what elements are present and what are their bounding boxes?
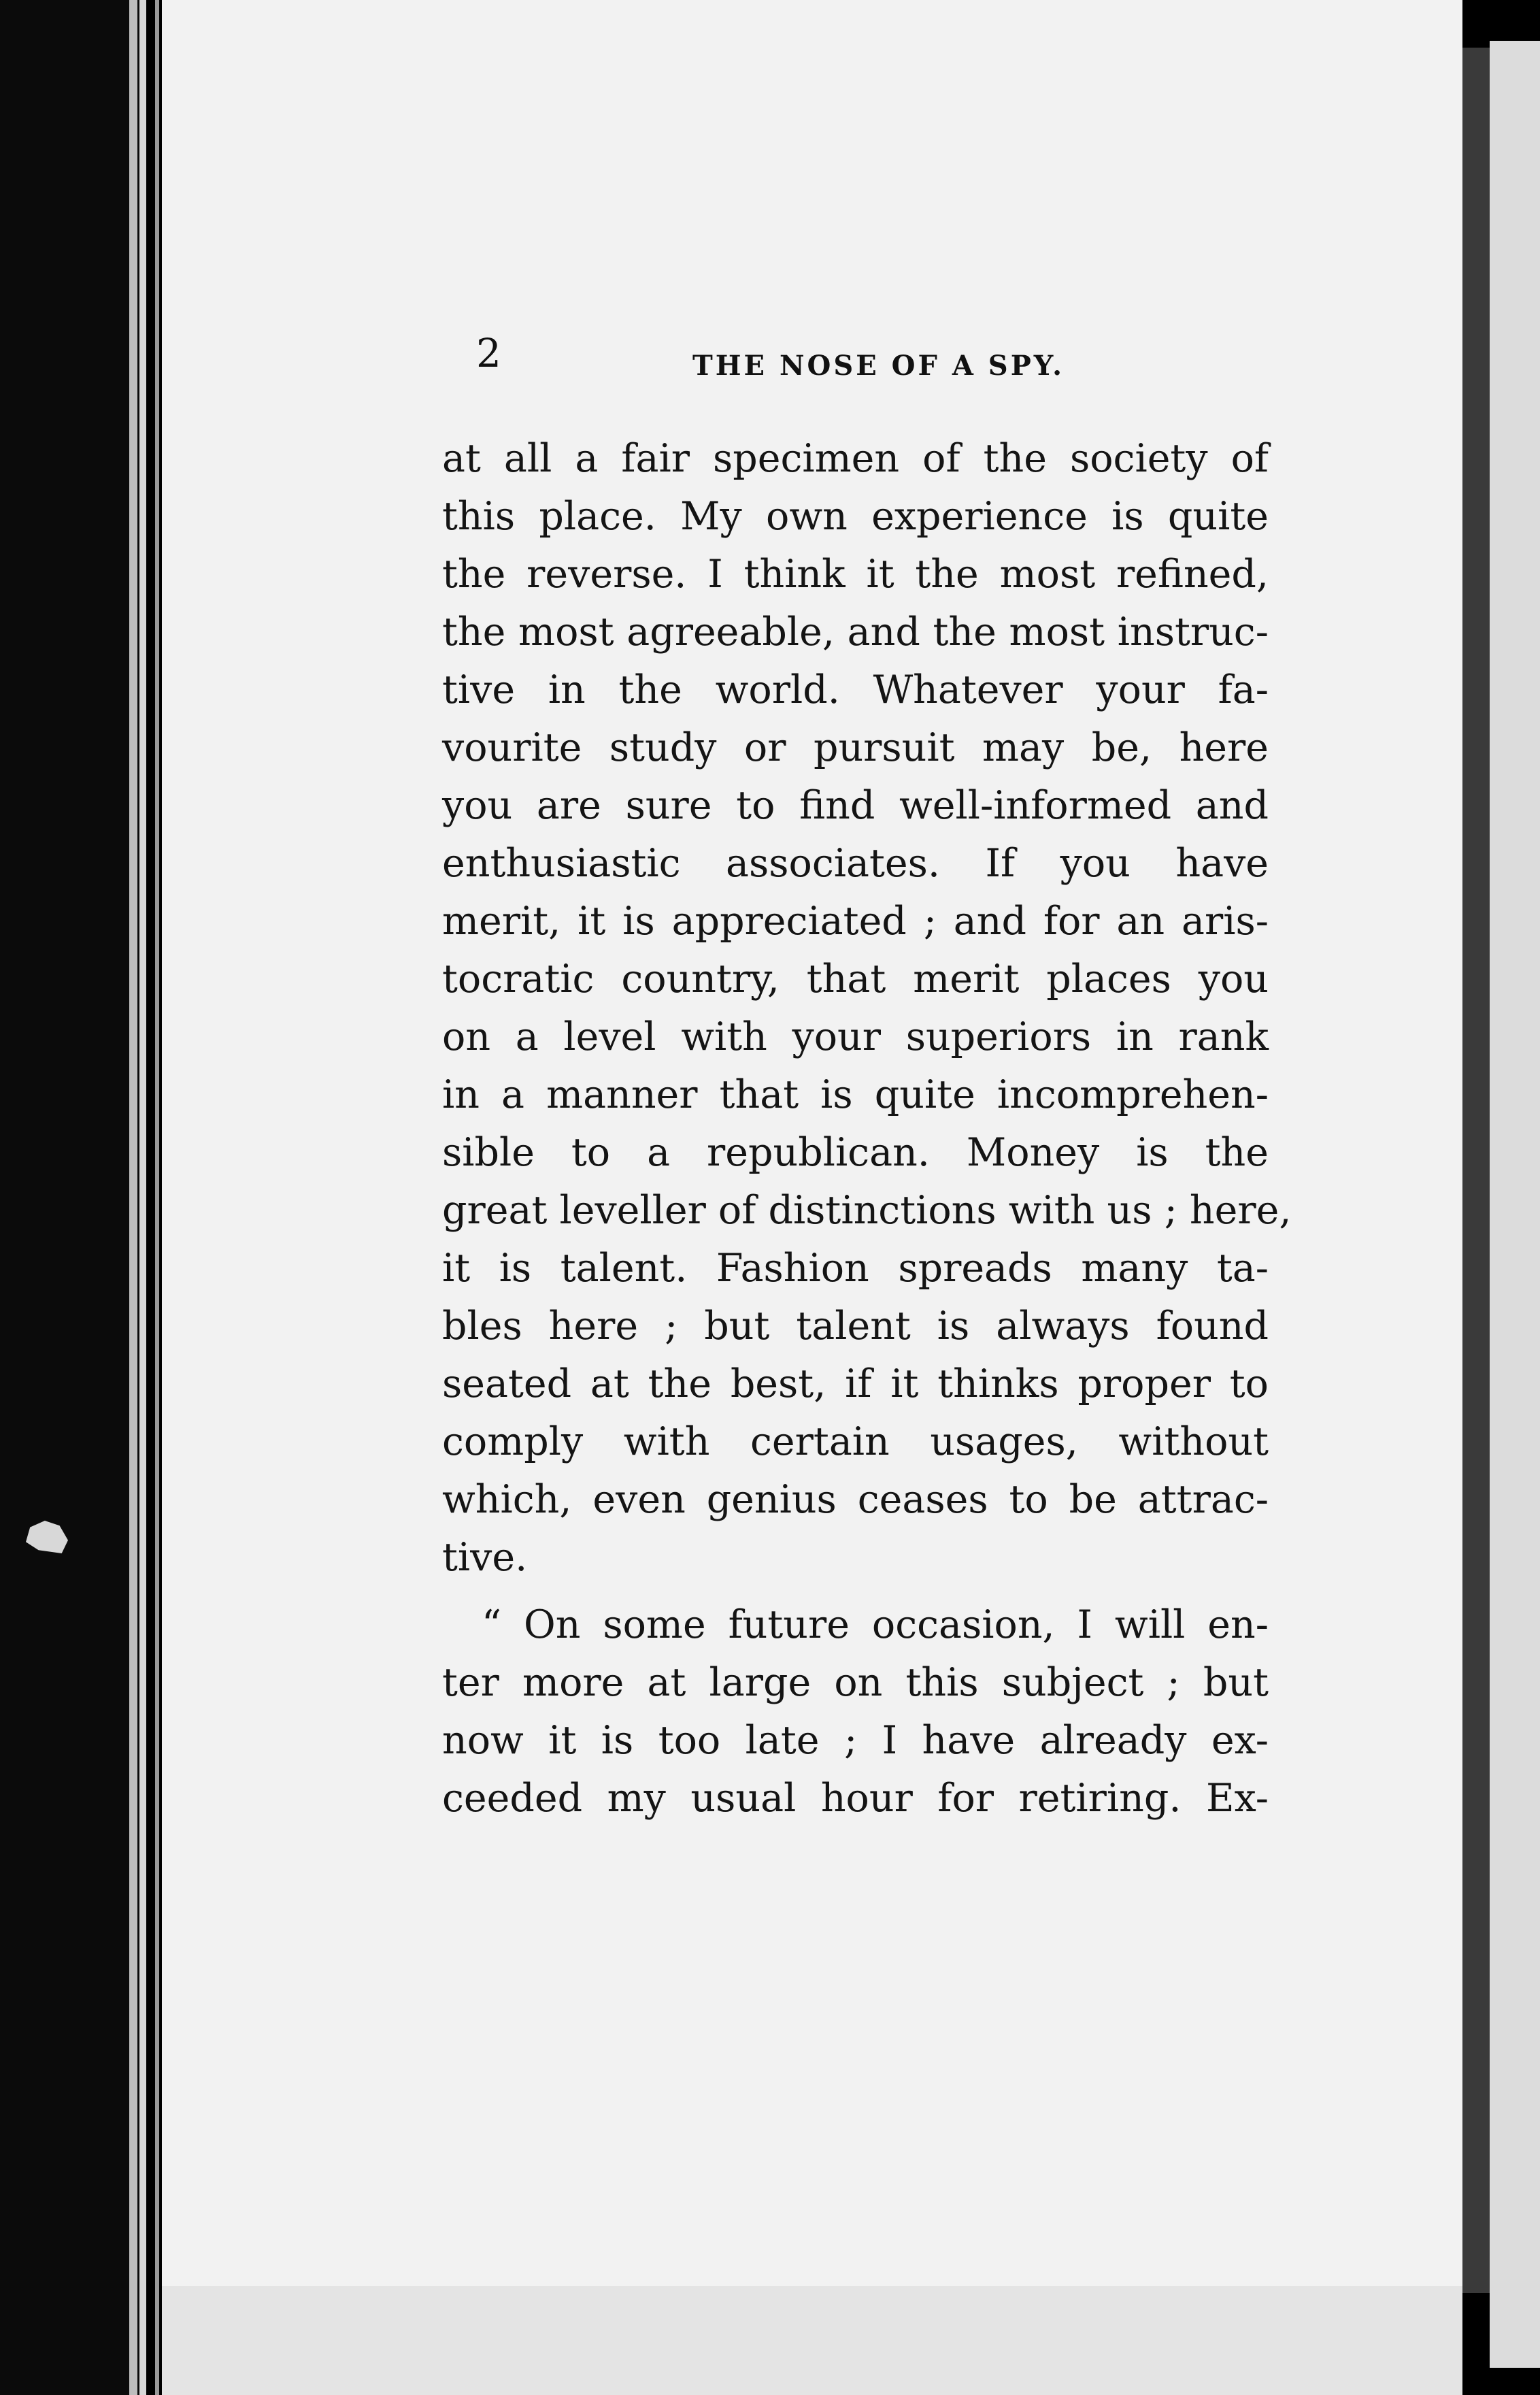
text-line: now it is too late ; I have already ex- — [442, 1718, 1269, 1763]
text-line: this place. My own experience is quite — [442, 494, 1269, 539]
text-line: seated at the best, if it thinks proper to — [442, 1361, 1269, 1406]
running-head: THE NOSE OF A SPY. — [692, 350, 1065, 382]
page-edge — [139, 0, 146, 2395]
text-line: great leveller of distinctions with us ; here, — [442, 1188, 1292, 1233]
page-number: 2 — [476, 330, 501, 376]
text-line: you are sure to find well-informed and — [442, 783, 1269, 828]
text-line: the most agreeable, and the most instruc- — [442, 610, 1269, 655]
text-line: at all a fair specimen of the society of — [442, 436, 1269, 481]
paragraph-gap — [442, 1587, 1269, 1596]
text-line: ceeded my usual hour for retiring. Ex- — [442, 1776, 1269, 1821]
page-bottom-edge — [162, 2286, 1462, 2395]
scan-border-left — [0, 0, 139, 2395]
text-line: vourite study or pursuit may be, here — [442, 725, 1269, 770]
page-edge — [155, 0, 159, 2395]
text-line: the reverse. I think it the most refined, — [442, 552, 1269, 597]
text-line: tive in the world. Whatever your fa- — [442, 667, 1269, 712]
text-line: it is talent. Fashion spreads many ta- — [442, 1246, 1269, 1291]
body-text — [442, 430, 1292, 1828]
text-line: comply with certain usages, without — [442, 1419, 1269, 1464]
paragraph — [442, 1596, 1269, 1828]
text-line: ter more at large on this subject ; but — [442, 1660, 1269, 1705]
book-gutter — [1462, 48, 1490, 2293]
text-line: bles here ; but talent is always found — [442, 1304, 1269, 1349]
text-line: on a level with your superiors in rank — [442, 1014, 1269, 1059]
text-line: which, even genius ceases to be attrac- — [442, 1477, 1269, 1522]
text-line: merit, it is appreciated ; and for an aris- — [442, 899, 1269, 944]
text-line: tocratic country, that merit places you — [442, 957, 1269, 1002]
text-line: sible to a republican. Money is the — [442, 1130, 1269, 1175]
text-line: “ On some future occasion, I will en- — [482, 1602, 1269, 1647]
text-line: tive. — [442, 1535, 528, 1580]
facing-page-edge — [1490, 41, 1540, 2368]
page-edge — [129, 0, 137, 2395]
text-line: enthusiastic associates. If you have — [442, 841, 1269, 886]
paragraph — [442, 430, 1292, 1587]
text-line: in a manner that is quite incomprehen- — [442, 1072, 1269, 1117]
